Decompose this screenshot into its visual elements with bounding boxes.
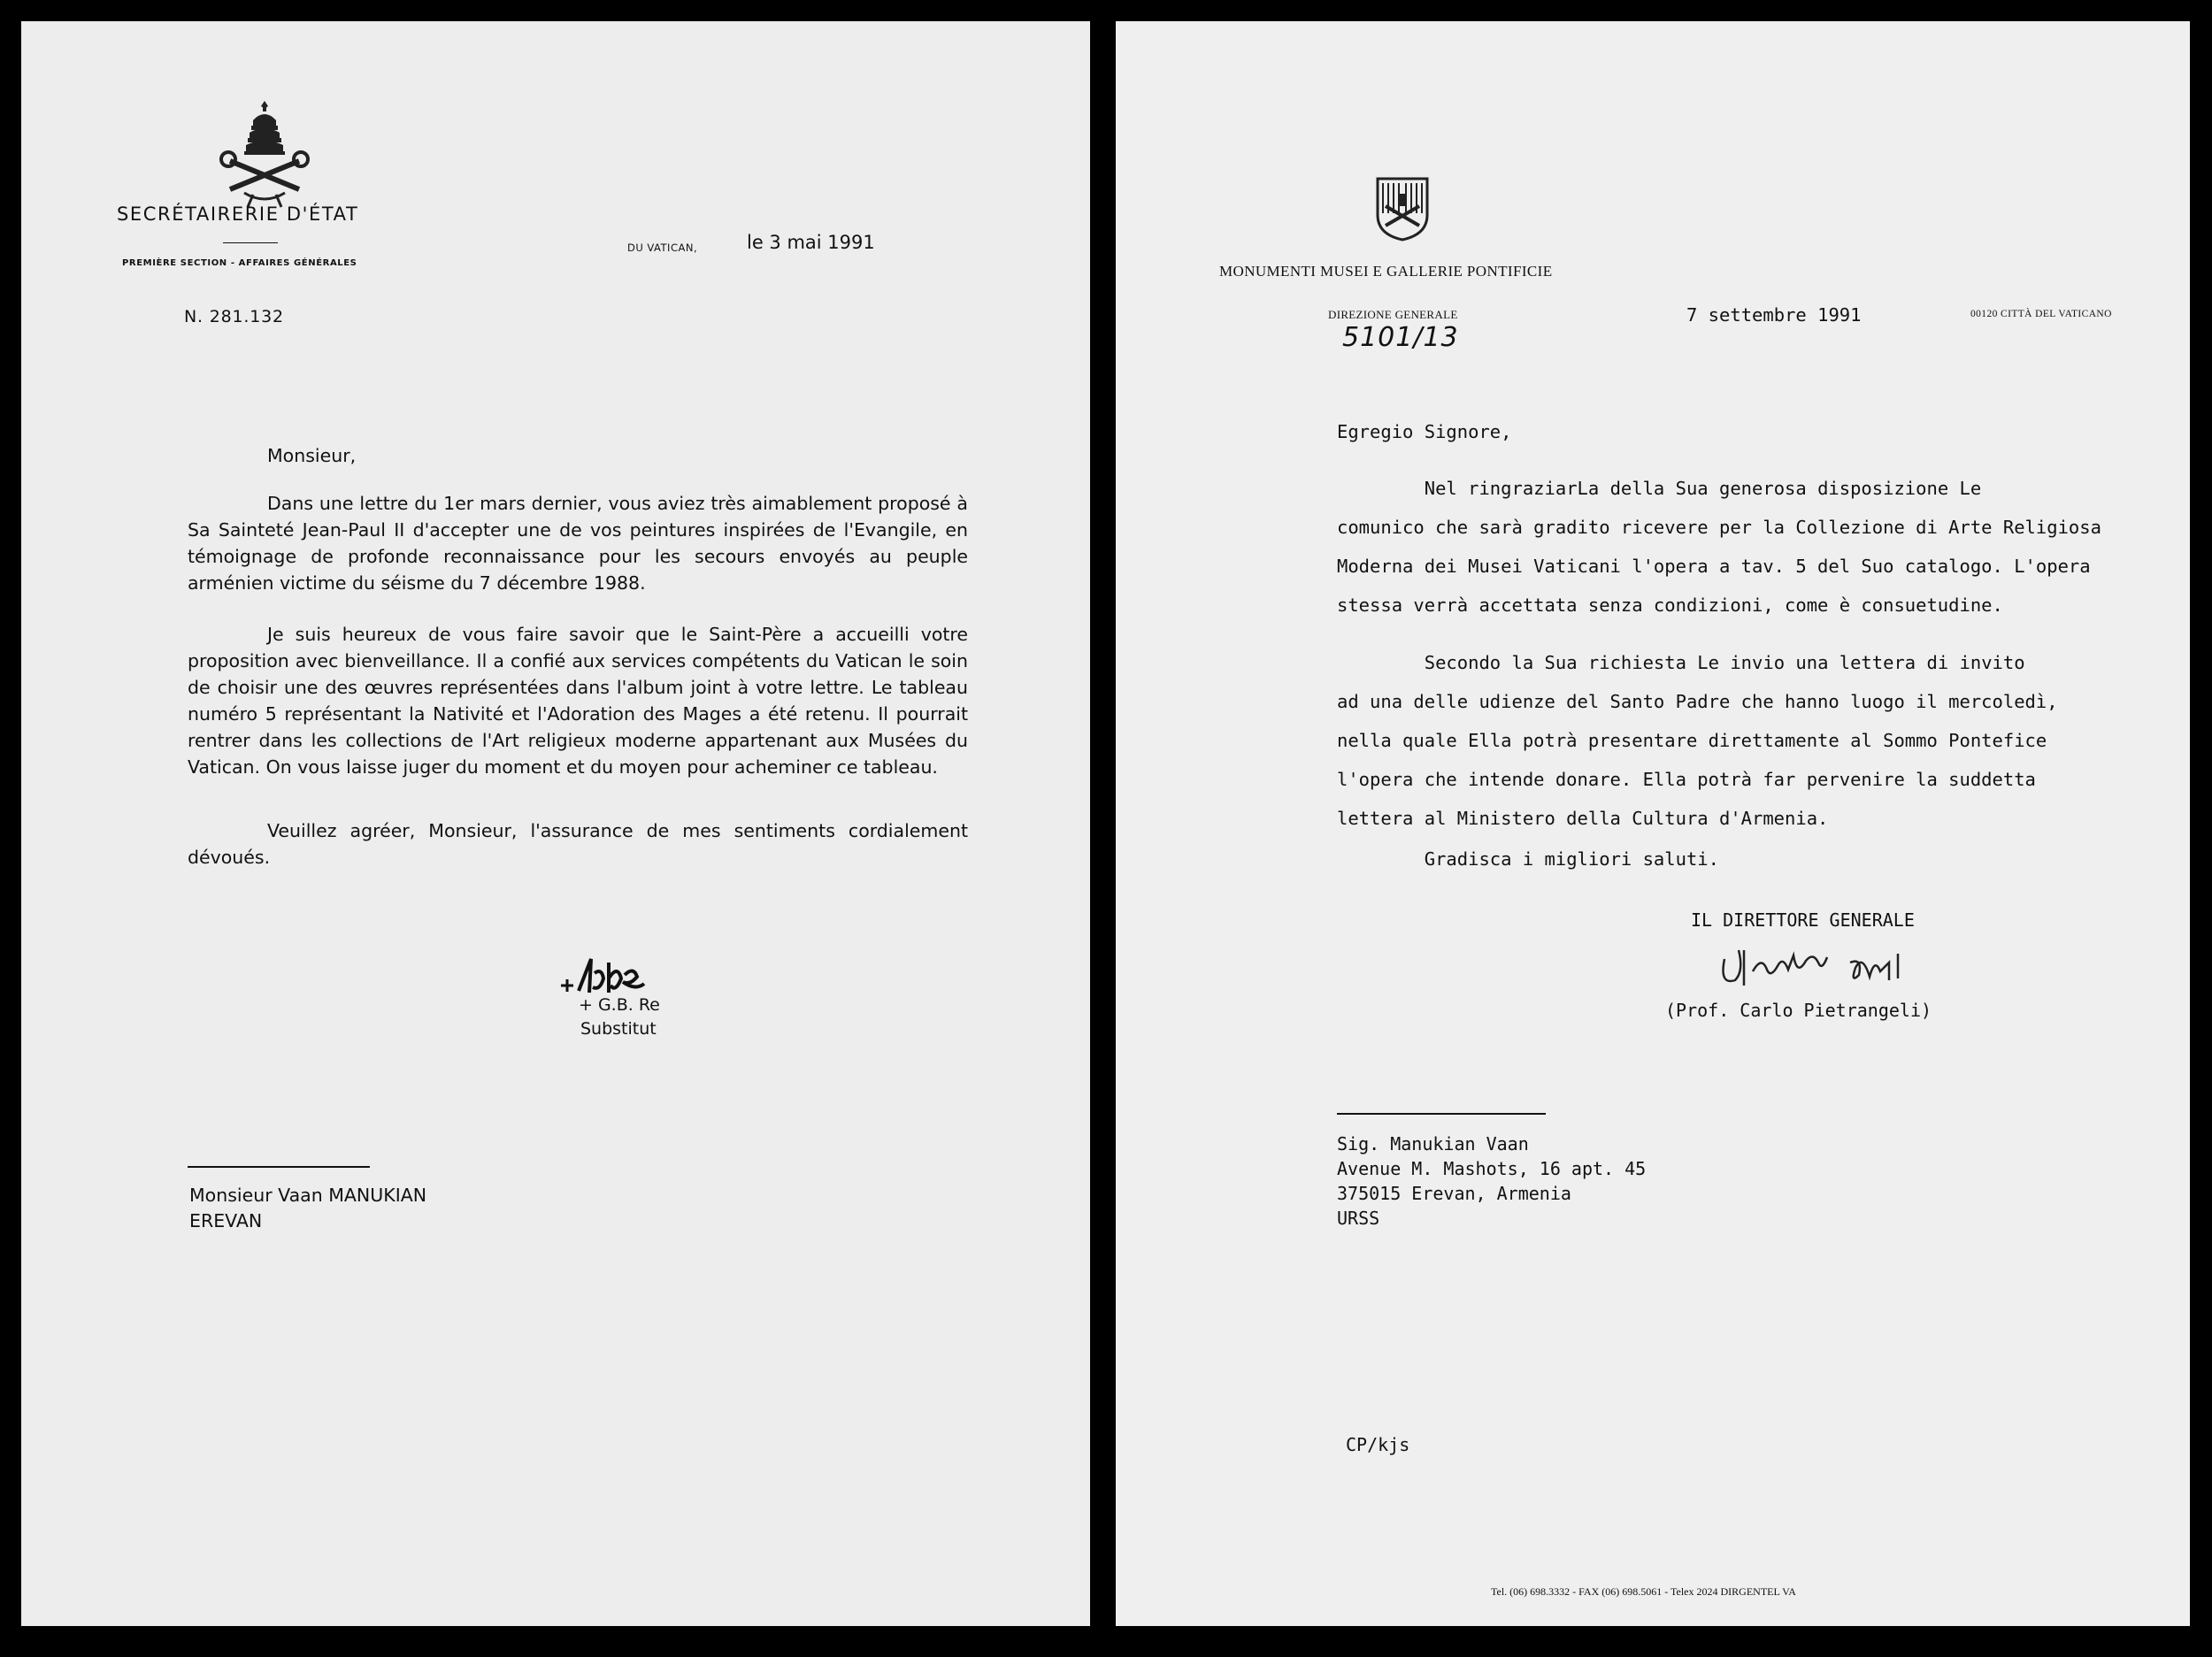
- footer-contacts: Tel. (06) 698.3332 - FAX (06) 698.5061 - Telex 2024 DIRGENTEL VA: [1491, 1585, 1796, 1598]
- letter-date: le 3 mai 1991: [747, 232, 875, 253]
- paragraph-3: Veuillez agréer, Monsieur, l'assurance de mes sentiments cordialement dévoués.: [188, 820, 968, 868]
- recipient-name: Monsieur Vaan MANUKIAN: [189, 1185, 427, 1206]
- department-label: DIREZIONE GENERALE: [1328, 308, 1458, 321]
- recipient-street: Avenue M. Mashots, 16 apt. 45: [1337, 1158, 1647, 1179]
- paragraph-2: Secondo la Sua richiesta Le invio una lettera di invito ad una delle udienze del Santo Padre che hanno luogo il mercoledì, nella quale Ella potrà presentare direttamente al Sommo Pontefice l'opera che intende donare. Ella potrà far pervenire la suddetta lettera al Ministero della Cultura d'Armenia.: [1337, 652, 2058, 829]
- paragraph-3: Gradisca i migliori saluti.: [1337, 848, 1719, 870]
- institution-name: MONUMENTI MUSEI E GALLERIE PONTIFICIE: [1219, 263, 1553, 280]
- city-address: 00120 CITTÀ DEL VATICANO: [1970, 309, 2112, 319]
- paragraph-1: Dans une lettre du 1er mars dernier, vous aviez très aimablement proposé à Sa Sainteté Jean-Paul II d'accepter une de vos peintures inspirées de l'Evangile, en témoignage de profonde reconnaissance pour les secours envoyés au peuple arménien victime du séisme du 7 décembre 1988.: [188, 493, 968, 594]
- place-label: DU VATICAN,: [627, 242, 698, 254]
- recipient-city: EREVAN: [189, 1210, 263, 1231]
- museum-emblem-icon: [1375, 176, 1430, 242]
- papal-coat-of-arms-icon: [218, 97, 311, 212]
- recipient-divider: [188, 1166, 370, 1168]
- paragraph-1: Nel ringraziarLa della Sua generosa disposizione Le comunico che sarà gradito ricevere per la Collezione di Arte Religiosa Moderna dei Musei Vaticani l'opera a tav. 5 del Suo catalogo. L'opera stessa verrà accettata senza condizioni, come è consuetudine.: [1337, 478, 2101, 616]
- recipient-country: URSS: [1337, 1208, 1380, 1229]
- signatory-name: + G.B. Re: [579, 995, 660, 1015]
- letterhead-title: SECRÉTAIRERIE D'ÉTAT: [117, 203, 359, 225]
- salutation: Monsieur,: [267, 445, 357, 466]
- handwritten-reference: 5101/13: [1342, 322, 1459, 353]
- signatory-title: IL DIRETTORE GENERALE: [1691, 909, 1915, 931]
- handwritten-signature: [1717, 941, 1939, 994]
- recipient-city: 375015 Erevan, Armenia: [1337, 1183, 1571, 1204]
- letter-pontifical-museums: [1116, 21, 2190, 1626]
- letterhead-section: PREMIÈRE SECTION - AFFAIRES GÉNÉRALES: [122, 258, 357, 268]
- signatory-role: Substitut: [580, 1019, 657, 1039]
- typist-initials: CP/kjs: [1346, 1434, 1410, 1455]
- letterhead-divider: [223, 242, 278, 243]
- salutation: Egregio Signore,: [1337, 421, 1512, 442]
- letter-secretariat-of-state: [21, 21, 1090, 1626]
- recipient-name: Sig. Manukian Vaan: [1337, 1133, 1529, 1155]
- reference-number: N. 281.132: [184, 307, 284, 326]
- recipient-divider: [1337, 1113, 1546, 1115]
- letter-date: 7 settembre 1991: [1686, 304, 1862, 326]
- paragraph-2: Je suis heureux de vous faire savoir que le Saint-Père a accueilli votre proposition avec bienveillance. Il a confié aux services compétents du Vatican le soin de choisir une des œuvres représentées dans l'album joint à votre lettre. Le tableau numéro 5 représentant la Nativité et l'Adoration des Mages a été retenu. Il pourrait rentrer dans les collections de l'Art religieux moderne appartenant aux Musées du Vatican. On vous laisse juger du moment et du moyen pour acheminer ce tableau.: [188, 624, 968, 778]
- signatory-name: (Prof. Carlo Pietrangeli): [1665, 1000, 1932, 1021]
